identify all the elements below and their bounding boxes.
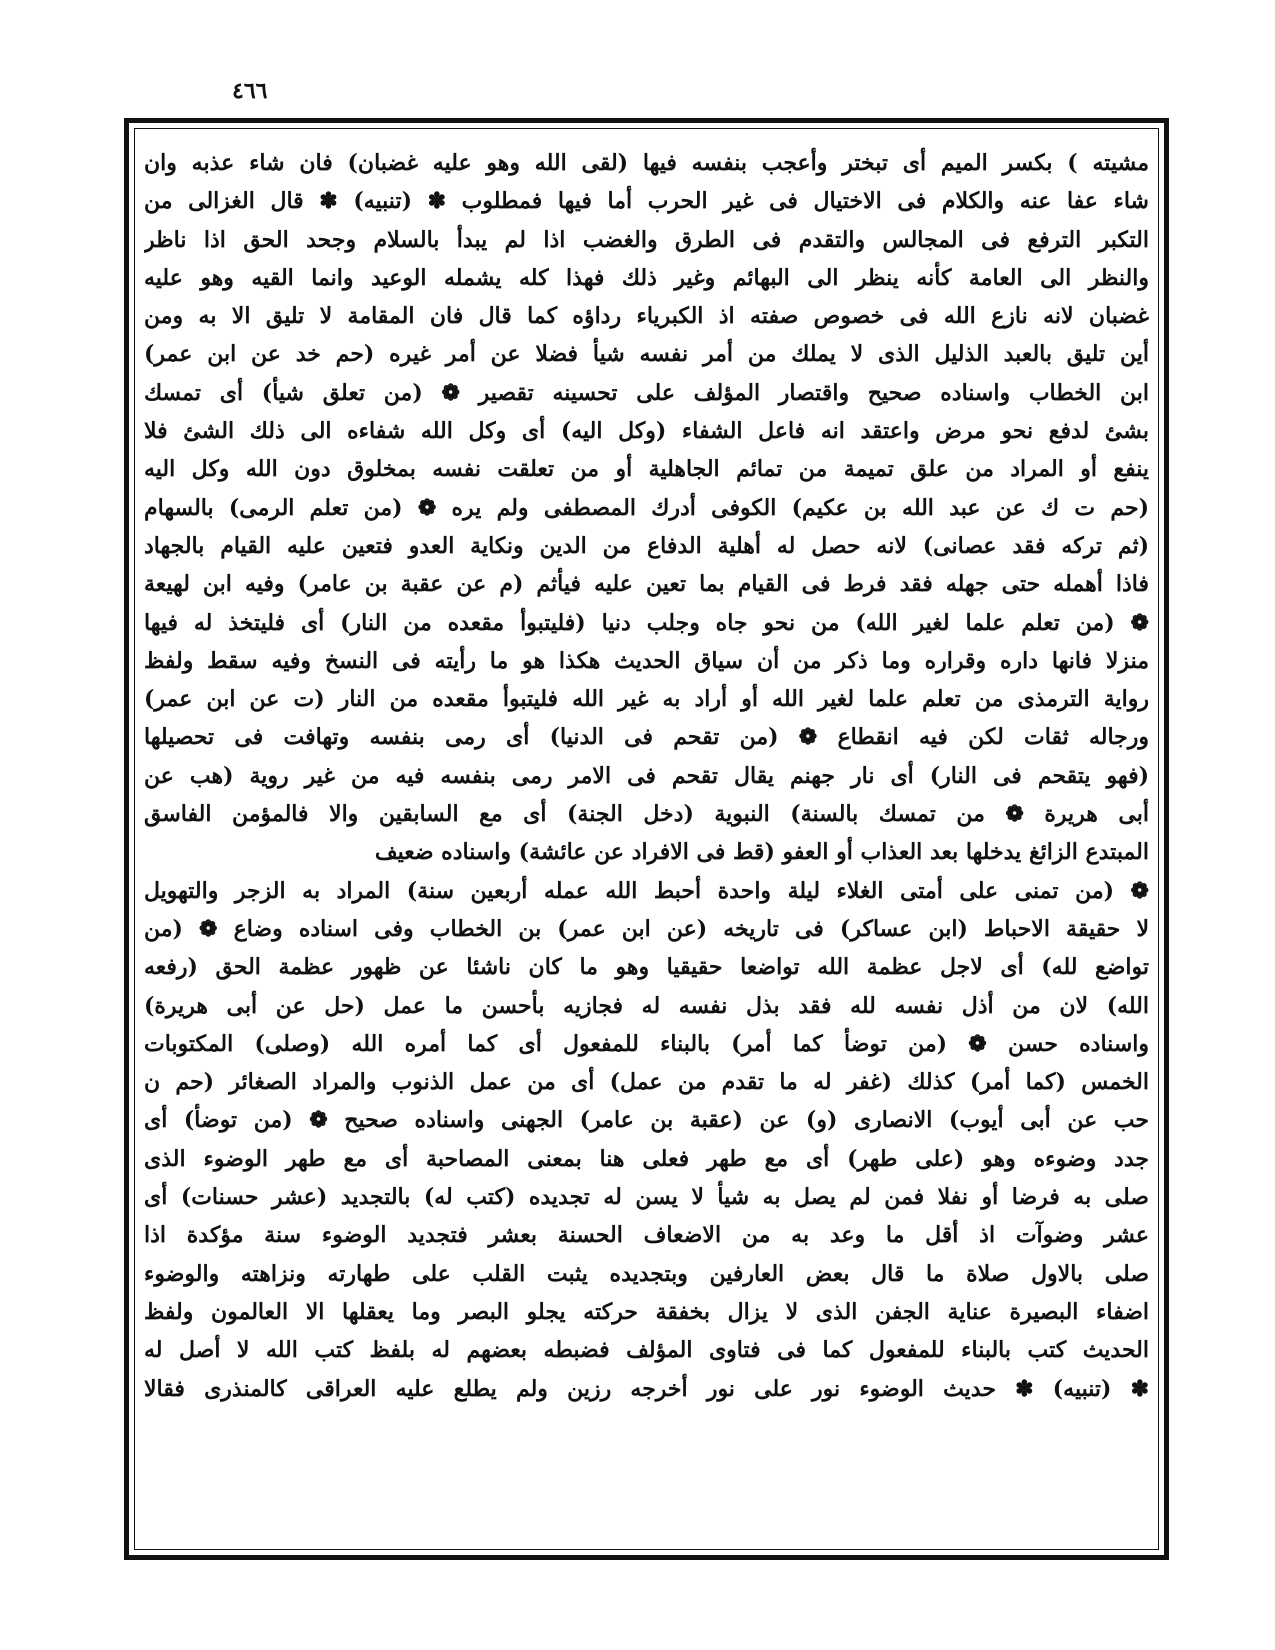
- text-line: (حم ت ك عن عبد الله بن عكيم) الكوفى أدرك المصطفى ولم يره ❁ (من تعلم الرمى) بالسهام: [144, 494, 1149, 521]
- text-line: المبتدع الزائغ يدخلها بعد العذاب أو العفو (قط فى الافراد عن عائشة) واسناده ضعيف: [374, 839, 1149, 866]
- text-line: أبى هريرة ❁ من تمسك بالسنة) النبوية (دخل الجنة) أى مع السابقين والا فالمؤمن الفاسق: [144, 801, 1149, 828]
- text-line: اضفاء البصيرة عناية الجفن الذى لا يزال بخفقة حركته يجلو البصر وما يعقلها الا العالمون ولفظ: [144, 1298, 1149, 1325]
- text-line: لا حقيقة الاحباط (ابن عساكر) فى تاريخه (عن ابن عمر) بن الخطاب وفى اسناده وضاع ❁ (من: [144, 915, 1149, 942]
- text-line: (فهو يتقحم فى النار) أى نار جهنم يقال تقحم فى الامر رمى بنفسه فيه من غير روية (هب عن: [144, 762, 1149, 789]
- text-line: ✽ (تنبيه) ✽ حديث الوضوء نور على نور أخرجه رزين ولم يطلع عليه العراقى كالمنذرى فقالا: [144, 1375, 1149, 1402]
- text-line: (ثم تركه فقد عصانى) لانه حصل له أهلية الدفاع من الدين ونكاية العدو فتعين عليه القيام بالجهاد: [144, 532, 1149, 559]
- text-line: الخمس (كما أمر) كذلك (غفر له ما تقدم من عمل) أى من عمل الذنوب والمراد الصغائر (حم ن: [144, 1069, 1149, 1096]
- text-line: جدد وضوءه وهو (على طهر) أى مع طهر فعلى هنا بمعنى المصاحبة أى مع طهر الوضوء الذى: [144, 1145, 1149, 1172]
- text-line: شاء عفا عنه والكلام فى الاختيال فى غير الحرب أما فيها فمطلوب ✽ (تنبيه) ✽ قال الغزالى من: [144, 188, 1149, 215]
- text-line: ينفع أو المراد من علق تميمة من تمائم الجاهلية أو من تعلقت نفسه بمخلوق دون الله وكل اليه: [144, 456, 1149, 483]
- text-line: تواضع لله) أى لاجل عظمة الله تواضعا حقيقيا وهو ما كان ناشئا عن ظهور عظمة الحق (رفعه: [144, 954, 1149, 981]
- text-line: ورجاله ثقات لكن فيه انقطاع ❁ (من تقحم فى الدنيا) أى رمى بنفسه وتهافت فى تحصيلها: [144, 724, 1149, 751]
- text-line: ❁ (من تمنى على أمتى الغلاء ليلة واحدة أحبط الله عمله أربعين سنة) المراد به الزجر والتهويل: [144, 877, 1149, 904]
- text-block: [140, 134, 1153, 1544]
- text-line: بشئ لدفع نحو مرض واعتقد انه فاعل الشفاء (وكل اليه) أى وكل الله شفاءه الى ذلك الشئ فلا: [144, 418, 1149, 445]
- text-line: غضبان لانه نازع الله فى خصوص صفته اذ الكبرياء رداؤه كما قال فان المقامة لا تليق الا به ومن: [144, 303, 1149, 330]
- text-line: ابن الخطاب واسناده صحيح واقتصار المؤلف على تحسينه تقصير ❁ (من تعلق شيأ) أى تمسك: [144, 379, 1149, 406]
- text-line: التكبر الترفع فى المجالس والتقدم فى الطرق والغضب اذا لم يبدأ بالسلام وجحد الحق اذا ناظر: [144, 226, 1149, 253]
- text-line: حب عن أبى أيوب) الانصارى (و) عن (عقبة بن عامر) الجهنى واسناده صحيح ❁ (من توضأ) أى: [144, 1107, 1149, 1134]
- text-line: منزلا فانها داره وقراره وما ذكر من أن سياق الحديث هكذا هو ما رأيته فى النسخ وفيه سقط ولفظ: [144, 647, 1149, 674]
- text-line: مشيته ) بكسر الميم أى تبختر وأعجب بنفسه فيها (لقى الله وهو عليه غضبان) فان شاء عذبه وان: [144, 150, 1149, 176]
- text-line: ❁ (من تعلم علما لغير الله) من نحو جاه وجلب دنيا (فليتبوأ مقعده من النار) أى فليتخذ له فيها: [144, 609, 1149, 636]
- text-line: رواية الترمذى من تعلم علما لغير الله أو أراد به غير الله فليتبوأ مقعده من النار (ت عن ابن عمر): [144, 686, 1149, 713]
- page-number: ٤٦٦: [232, 78, 268, 104]
- text-line: عشر وضوآت اذ أقل ما وعد به من الاضعاف الحسنة بعشر فتجديد الوضوء سنة مؤكدة اذا: [144, 1222, 1149, 1249]
- text-line: أين تليق بالعبد الذليل الذى لا يملك من أمر نفسه شيأ فضلا عن أمر غيره (حم خد عن ابن عمر): [144, 341, 1149, 368]
- text-line: فاذا أهمله حتى جهله فقد فرط فى القيام بما تعين عليه فيأثم (م عن عقبة بن عامر) وفيه ابن لهيعة: [144, 571, 1149, 598]
- text-line: الحديث كتب بالبناء للمفعول كما فى فتاوى المؤلف فضبطه بعضهم له بلفظ كتب الله لا أصل له: [144, 1337, 1149, 1364]
- text-line: الله) لان من أذل نفسه لله فقد بذل نفسه له فجازيه بأحسن ما عمل (حل عن أبى هريرة): [144, 992, 1149, 1019]
- text-line: صلى بالاول صلاة ما قال بعض العارفين وبتجديده يثبت القلب على طهارته ونزاهته والوضوء: [144, 1260, 1149, 1287]
- text-line: والنظر الى العامة كأنه ينظر الى البهائم وغير ذلك فهذا كله يشمله الوعيد وانما القيه وهو عليه: [144, 264, 1149, 291]
- text-line: صلى به فرضا أو نفلا فمن لم يصل به شيأ لا يسن له تجديده (كتب له) بالتجديد (عشر حسنات) أى: [144, 1184, 1149, 1211]
- text-line: واسناده حسن ❁ (من توضأ كما أمر) بالبناء للمفعول أى كما أمره الله (وصلى) المكتوبات: [144, 1030, 1149, 1057]
